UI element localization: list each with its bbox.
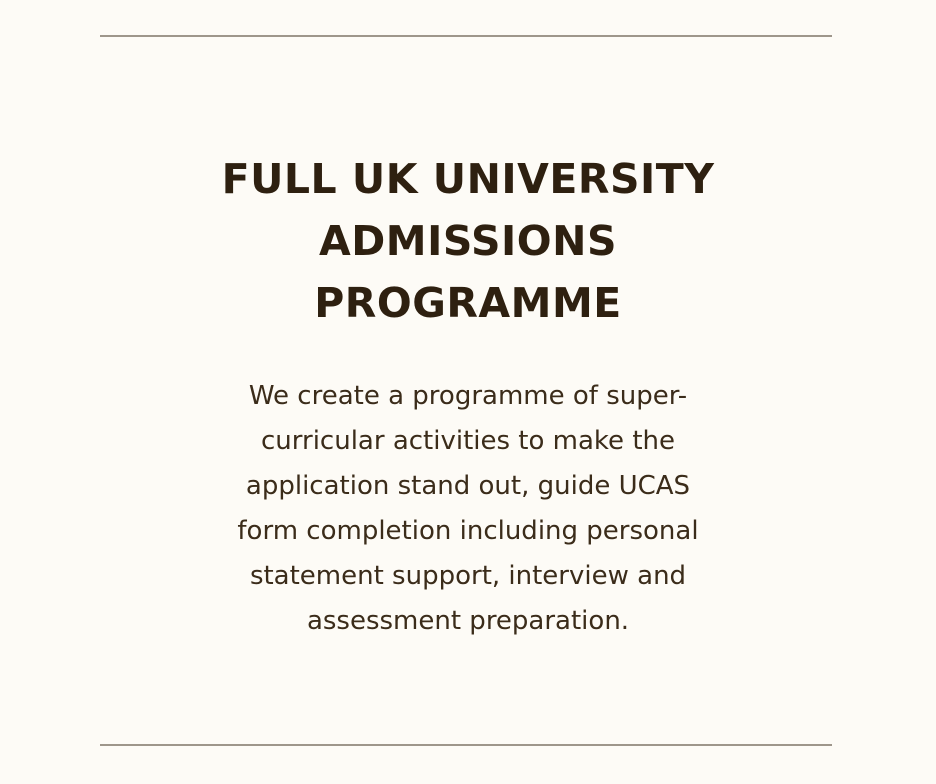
description-line-2: curricular activities to make the bbox=[261, 426, 675, 456]
title-line-2: ADMISSIONS bbox=[319, 217, 617, 265]
bottom-divider bbox=[100, 744, 832, 746]
description-line-4: form completion including personal bbox=[237, 516, 699, 546]
top-divider bbox=[100, 35, 832, 37]
description-line-1: We create a programme of super- bbox=[248, 381, 688, 411]
title-line-1: FULL UK UNIVERSITY bbox=[221, 155, 715, 203]
page-title bbox=[150, 148, 786, 334]
title-line-3: PROGRAMME bbox=[314, 279, 622, 327]
card-content bbox=[150, 148, 786, 644]
description-line-6: assessment preparation. bbox=[306, 606, 630, 636]
description-line-3: application stand out, guide UCAS bbox=[245, 471, 691, 501]
description-line-5: statement support, interview and bbox=[249, 561, 687, 591]
description-paragraph bbox=[188, 374, 748, 644]
